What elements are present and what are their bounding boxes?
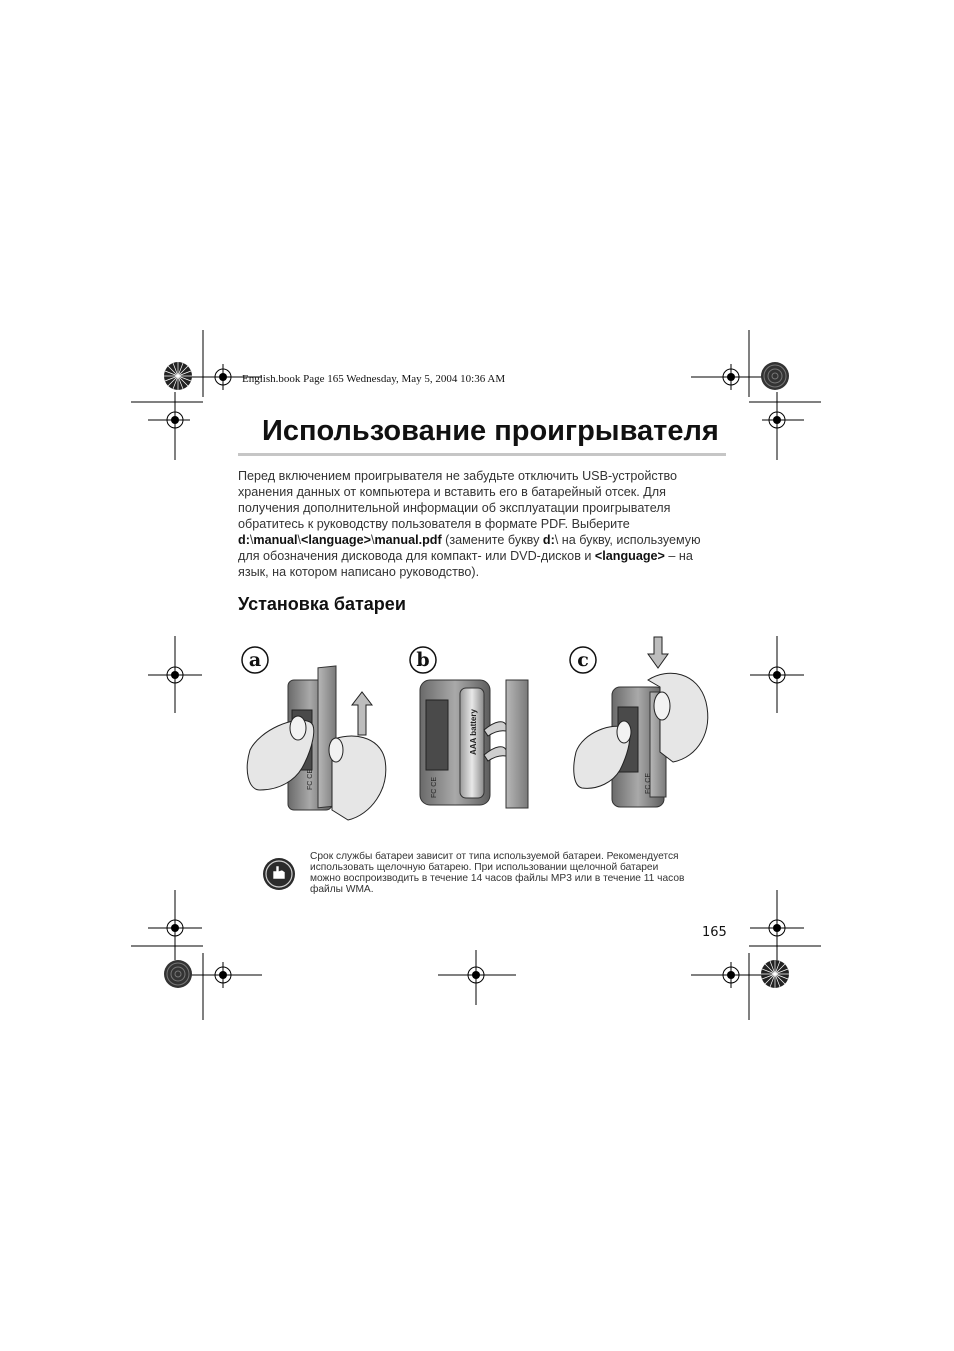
print-slug: English.book Page 165 Wednesday, May 5, 2004 10:36 AM	[242, 373, 506, 385]
battery-cover	[506, 680, 528, 808]
intro-line-path	[238, 532, 728, 548]
page-number: 165	[702, 925, 727, 940]
intro-line	[238, 548, 728, 564]
path-language: <language>	[300, 533, 371, 547]
path-manual: manual	[253, 533, 298, 547]
note-line: использовать щелочную батарею. При использовании щелочной батареи	[310, 862, 659, 873]
star-target-tr	[761, 362, 789, 390]
path-sep: \	[249, 533, 254, 547]
section-title: Установка батареи	[238, 594, 406, 614]
intro-line: получения дополнительной информации об эксплуатации проигрывателя	[238, 501, 671, 515]
fcc-mark: FC CE	[431, 777, 438, 798]
page-title: Использование проигрывателя	[262, 415, 719, 447]
intro-paragraph	[238, 468, 728, 580]
star-target-bl	[164, 960, 192, 988]
battery-label: AAA battery	[469, 709, 478, 755]
player-screen	[426, 700, 448, 770]
intro-text: (замените букву	[441, 533, 543, 547]
path-sep: \	[370, 533, 375, 547]
figure-c	[568, 632, 718, 812]
title-rule	[238, 453, 726, 456]
arrow-down-icon	[648, 637, 668, 668]
figure-c-label: c	[577, 649, 589, 671]
figure-a-label: a	[248, 649, 262, 671]
intro-line: хранения данных от компьютера и вставить его в батарейный отсек. Для	[238, 485, 666, 499]
star-target-tl	[164, 362, 192, 390]
star-target-br	[761, 960, 789, 988]
figure-a	[240, 640, 400, 830]
path-sep: \	[297, 533, 301, 547]
intro-text: для обозначения дисковода для компакт- или DVD-дисков и	[238, 549, 595, 563]
battery-life-note	[310, 851, 730, 895]
figure-b-label: b	[416, 649, 430, 671]
thumb-left	[290, 716, 306, 740]
tip-hand-icon	[262, 857, 296, 891]
thumb-right	[329, 738, 343, 762]
thumb-right	[654, 692, 670, 720]
intro-line: язык, на котором написано руководство).	[238, 565, 480, 579]
language-tag: <language>	[594, 549, 665, 563]
drive-letter: d:	[542, 533, 555, 547]
path-drive: d:	[238, 533, 250, 547]
figure-b	[408, 640, 558, 815]
intro-text: – на	[664, 549, 693, 563]
fcc-mark: FC CE	[645, 773, 652, 794]
intro-line: обратитесь к руководству пользователя в формате PDF. Выберите	[238, 517, 630, 531]
note-line: файлы WMA.	[310, 884, 374, 895]
fcc-mark: FC CE	[307, 769, 314, 790]
thumb-left	[617, 721, 631, 743]
intro-text: \ на букву, используемую	[554, 533, 701, 547]
path-file: manual.pdf	[374, 533, 442, 547]
note-line: Срок службы батареи зависит от типа используемой батареи. Рекомендуется	[310, 851, 679, 862]
arrow-up-icon	[352, 692, 372, 735]
note-line: можно воспроизводить в течение 14 часов файлы MP3 или в течение 11 часов	[310, 873, 685, 884]
intro-line: Перед включением проигрывателя не забудьте отключить USB-устройство	[238, 469, 678, 483]
